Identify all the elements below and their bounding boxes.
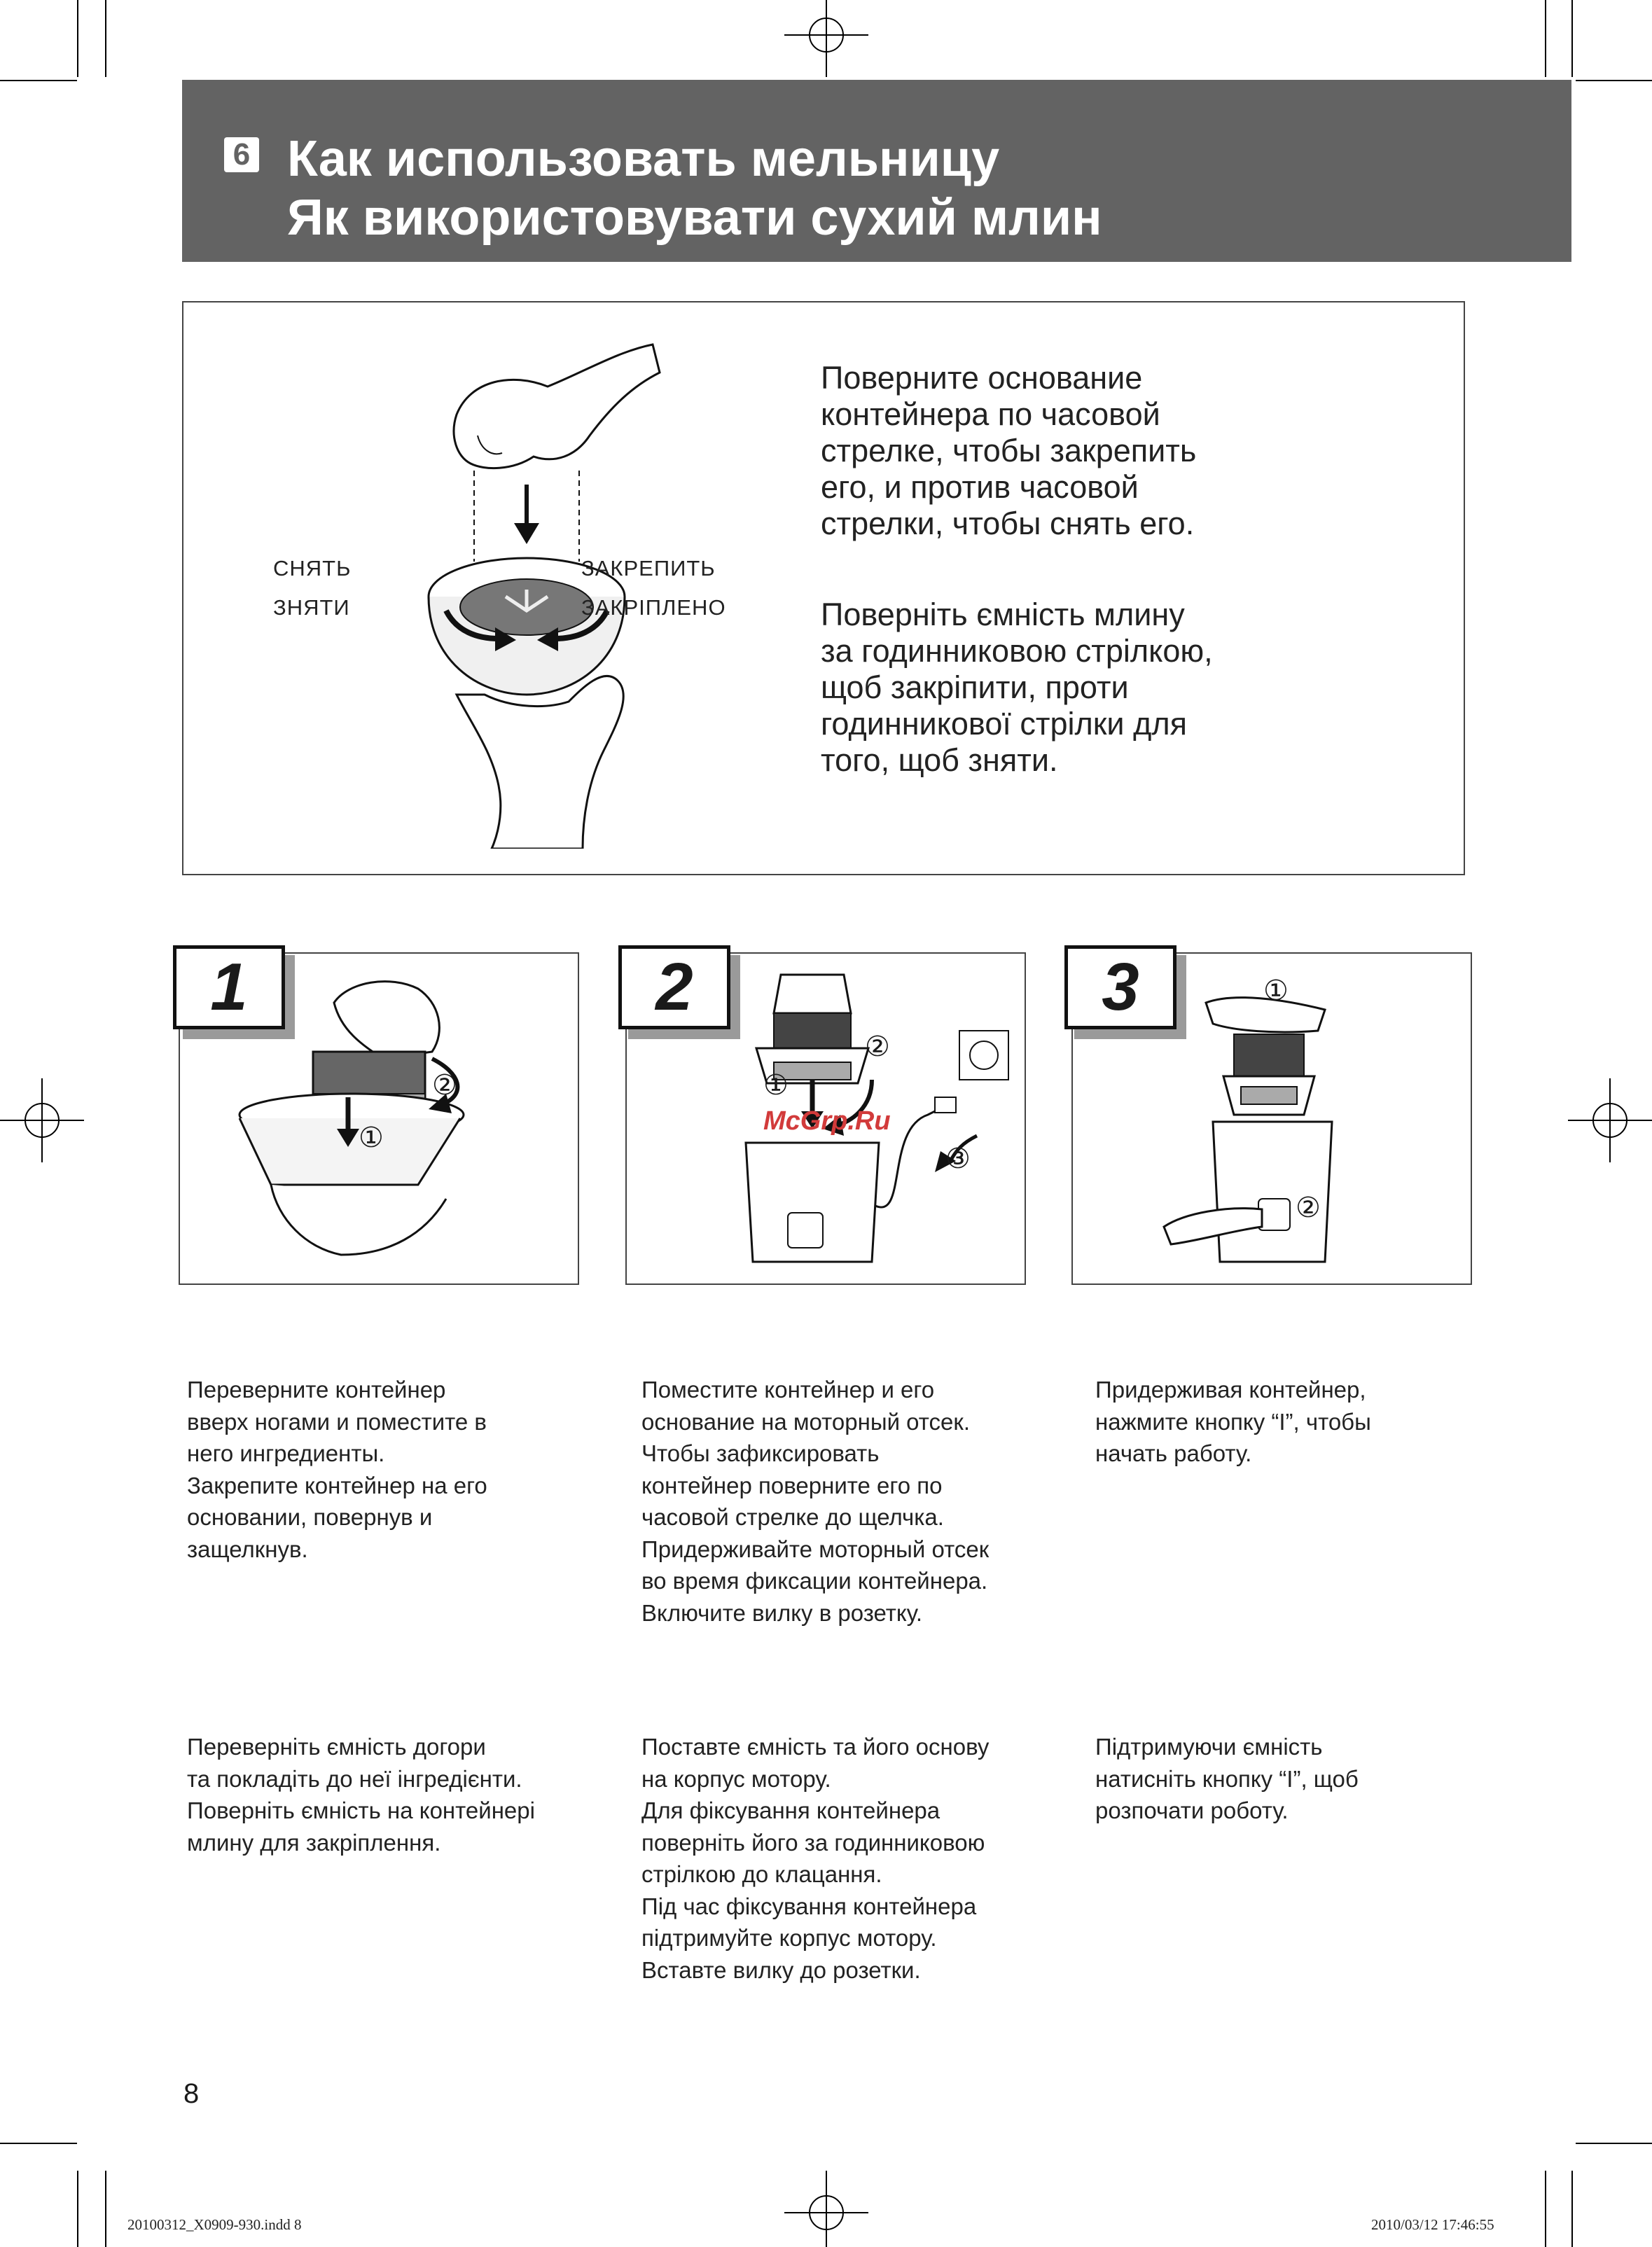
callout-1: ① [1263, 975, 1289, 1006]
registration-mark [1568, 1078, 1652, 1162]
crop-mark [1576, 2143, 1652, 2144]
callout-3: ③ [945, 1143, 971, 1174]
step-2-text-ru: Поместите контейнер и его основание на моторный отсек. Чтобы зафиксировать контейнер поверните его по часовой стрелке до щелчка. Придерживайте моторный отсек во время фиксации контейнера. Включите вилку в розетку. [641, 1377, 990, 1626]
crop-mark [105, 2171, 106, 2247]
callout-2: ② [865, 1031, 890, 1062]
crop-mark [1571, 0, 1573, 77]
registration-mark [784, 0, 868, 77]
intro-text-ru: Поверните основание контейнера по часовой стрелке, чтобы закрепить его, и против часовой стрелки, чтобы снять его. [821, 360, 1197, 541]
step-3-text-uk: Підтримуючи ємність натисніть кнопку “I”, щоб розпочати роботу. [1095, 1734, 1359, 1823]
footer-file-info: 20100312_X0909-930.indd 8 [127, 2216, 302, 2233]
page-number: 8 [183, 2078, 200, 2109]
label-remove-uk: ЗНЯТИ [273, 595, 350, 620]
crop-mark [77, 0, 78, 77]
crop-mark [1545, 2171, 1546, 2247]
callout-2: ② [432, 1070, 457, 1101]
callout-2: ② [1296, 1192, 1321, 1223]
crop-mark [0, 80, 77, 81]
step-1-text-uk: Переверніть ємність догори та покладіть до неї інгредієнти. Поверніть ємність на контейнері млину для закріплення. [187, 1734, 535, 1856]
section-header [182, 80, 1571, 262]
crop-mark [1576, 80, 1652, 81]
step-1-number: 1 [173, 945, 285, 1029]
label-lock-ru: ЗАКРЕПИТЬ [581, 556, 716, 580]
crop-mark [1545, 0, 1546, 77]
callout-1: ① [763, 1070, 789, 1101]
label-lock-uk: ЗАКРІПЛЕНО [581, 595, 726, 620]
registration-mark [784, 2171, 868, 2247]
crop-mark [1571, 2171, 1573, 2247]
step-1-text-ru: Переверните контейнер вверх ногами и поместите в него ингредиенты. Закрепите контейнер на его основании, повернув и защелкнув. [187, 1377, 487, 1562]
label-remove-ru: СНЯТЬ [273, 556, 352, 580]
intro-box [182, 301, 1465, 875]
step-3-text-ru: Придерживая контейнер, нажмите кнопку “I”, чтобы начать работу. [1095, 1377, 1371, 1466]
step-2-text-uk: Поставте ємність та його основу на корпус мотору. Для фіксування контейнера поверніть його за годинниковою стрілкою до клацання. Під час фіксування контейнера підтримуйте корпус мотору. Вставте вилку до розетки. [641, 1734, 990, 1983]
crop-mark [77, 2171, 78, 2247]
step-2-number: 2 [618, 945, 730, 1029]
registration-mark [0, 1078, 84, 1162]
intro-text-uk: Поверніть ємність млину за годинниковою стрілкою, щоб закріпити, проти годинникової стрілки для того, щоб зняти. [821, 597, 1213, 778]
step-3-number: 3 [1064, 945, 1176, 1029]
section-title-ru: Как использовать мельницу [287, 131, 1000, 187]
section-number-badge: 6 [224, 137, 259, 172]
grinder-twist-illustration [352, 331, 744, 849]
callout-1: ① [359, 1122, 384, 1153]
watermark: McGrp.Ru [763, 1106, 891, 1136]
crop-mark [0, 2143, 77, 2144]
footer-timestamp: 2010/03/12 17:46:55 [1371, 2216, 1494, 2233]
crop-mark [105, 0, 106, 77]
section-title-uk: Як використовувати сухий млин [287, 190, 1102, 246]
